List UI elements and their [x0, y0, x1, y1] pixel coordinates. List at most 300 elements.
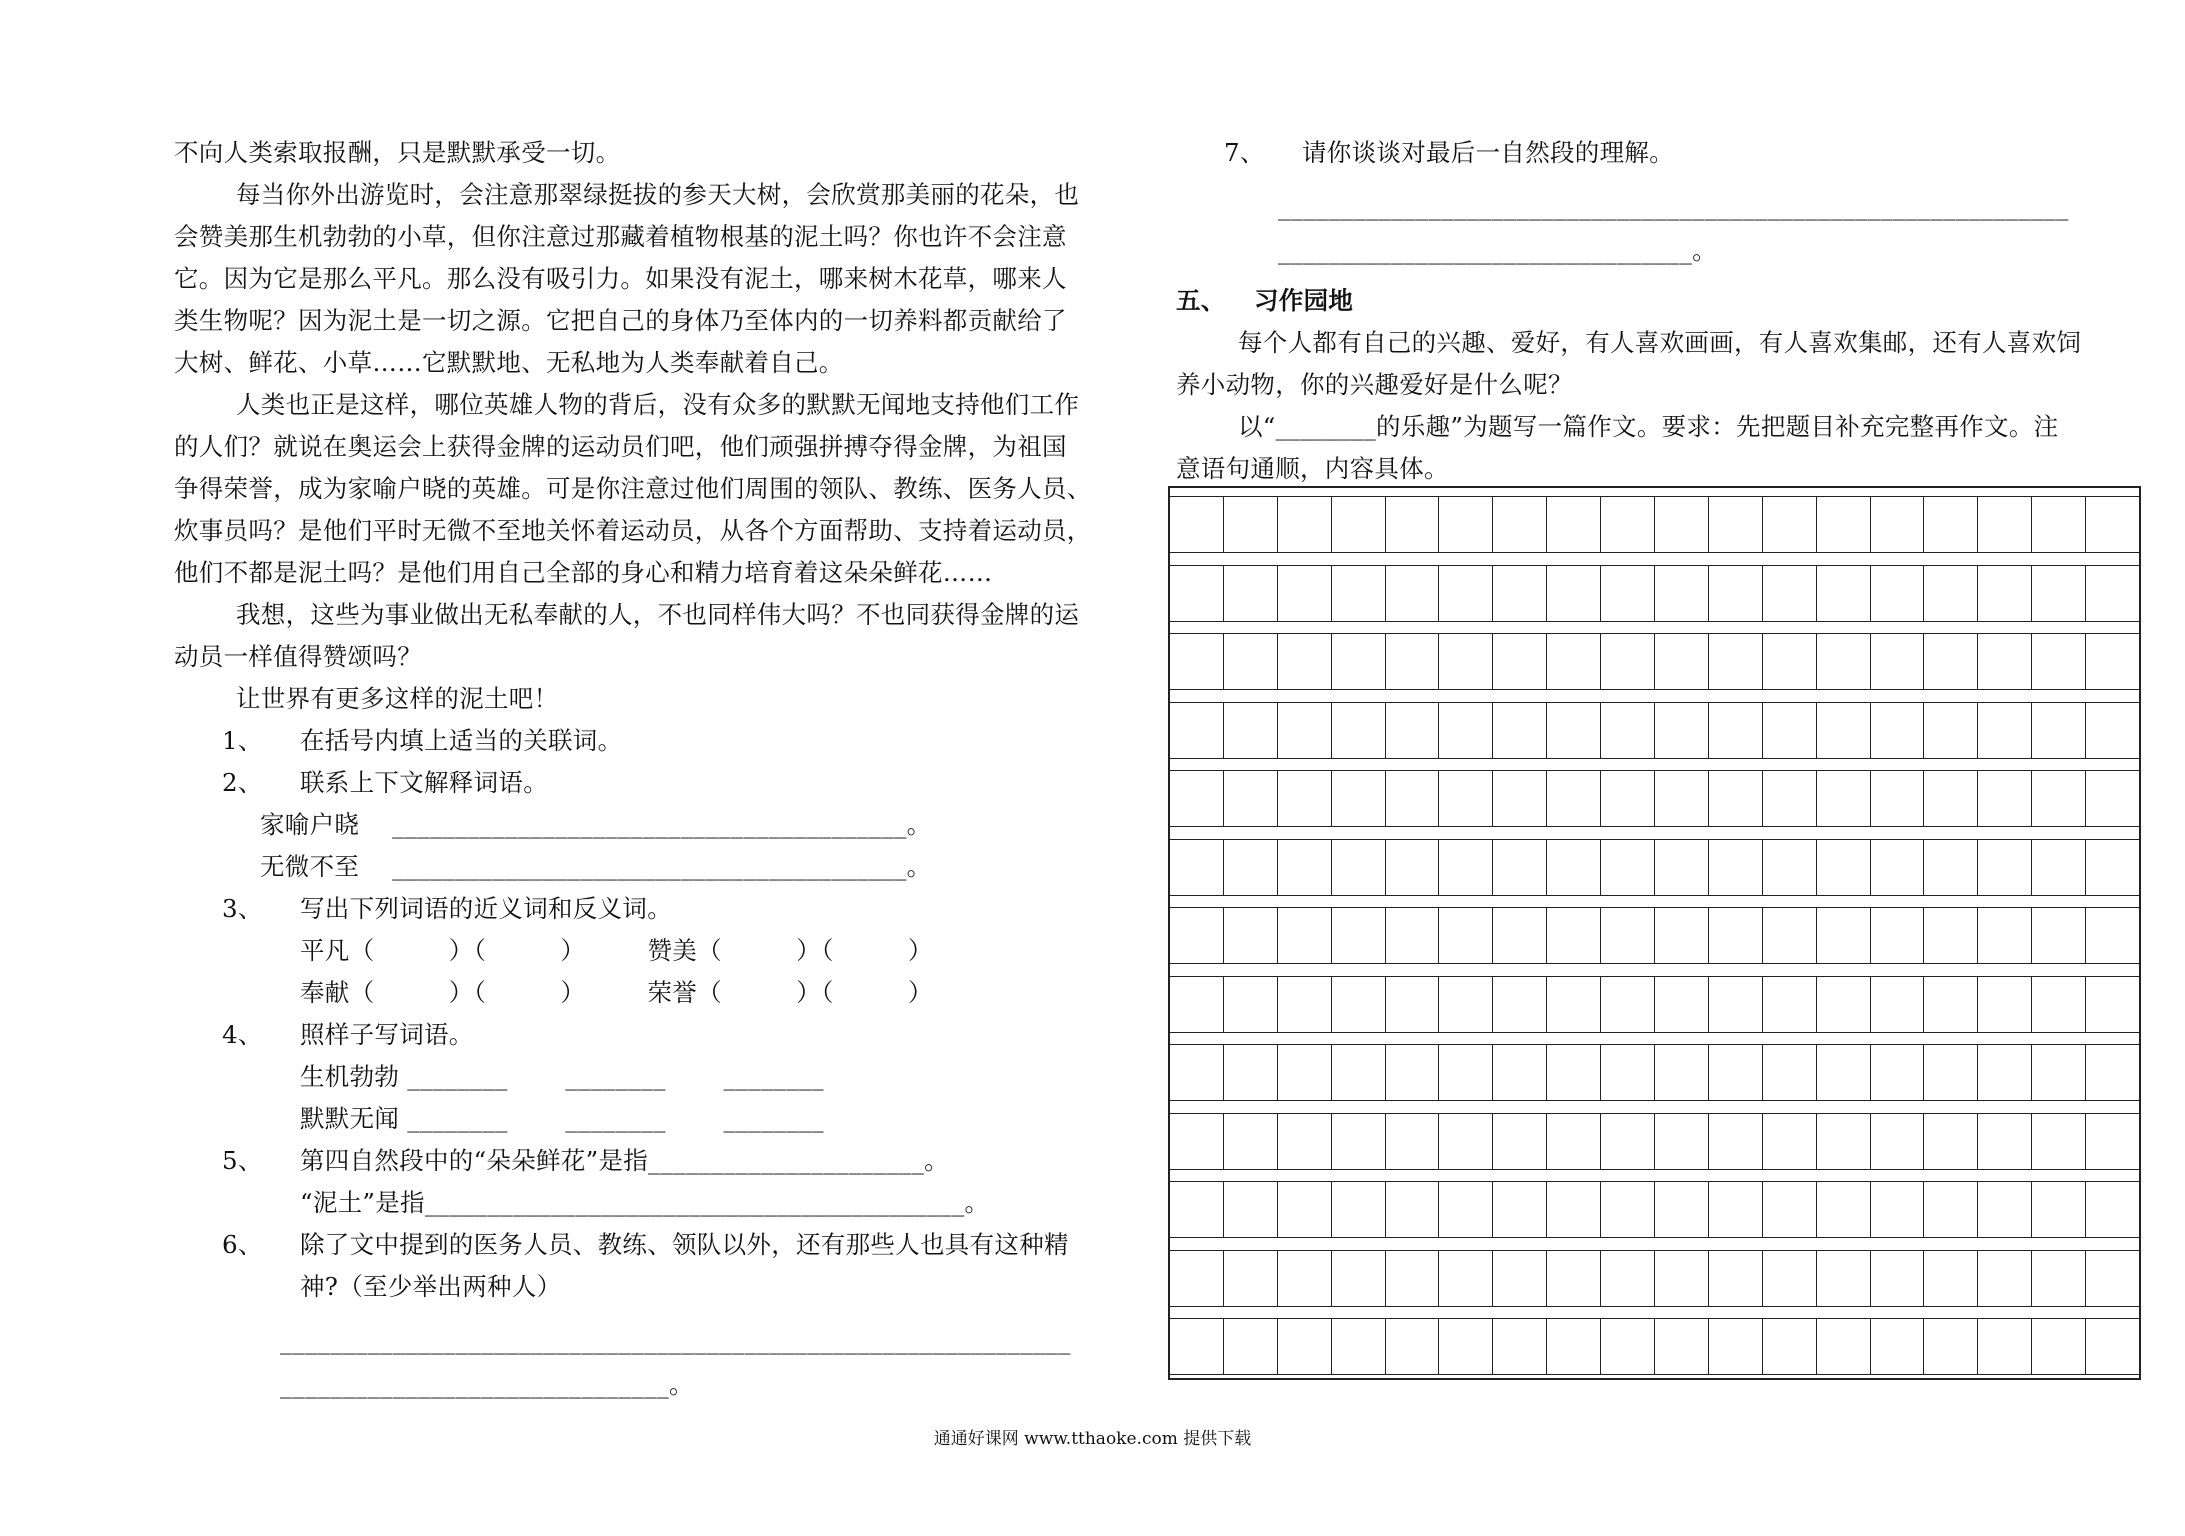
grid-cell[interactable]	[1655, 1045, 1709, 1100]
grid-cell[interactable]	[1871, 1251, 1925, 1306]
section-heading	[1176, 280, 1353, 322]
grid-cell[interactable]	[1332, 1182, 1386, 1237]
grid-row	[1170, 565, 2139, 622]
grid-cell[interactable]	[1817, 771, 1871, 826]
grid-cell[interactable]	[1655, 771, 1709, 826]
grid-cell[interactable]	[1817, 1182, 1871, 1237]
grid-row	[1170, 770, 2139, 827]
grid-cell[interactable]	[1709, 977, 1763, 1032]
grid-cell[interactable]	[1332, 1114, 1386, 1169]
grid-cell[interactable]	[1709, 840, 1763, 895]
grid-cell[interactable]	[2032, 908, 2086, 963]
grid-cell[interactable]	[1924, 1114, 1978, 1169]
grid-cell[interactable]	[1601, 771, 1655, 826]
grid-cell[interactable]	[1170, 634, 1224, 689]
question-text-continued: 神?（至少举出两种人）	[300, 1272, 562, 1301]
grid-cell[interactable]	[1493, 497, 1547, 552]
grid-cell[interactable]	[1170, 1319, 1224, 1374]
grid-cell[interactable]	[1439, 1319, 1493, 1374]
question-text: 联系上下文解释词语。	[300, 768, 548, 797]
grid-cell[interactable]	[2086, 566, 2139, 621]
question-6	[222, 1224, 1069, 1266]
grid-cell[interactable]	[1278, 840, 1332, 895]
grid-cell[interactable]	[1978, 703, 2032, 758]
grid-cell[interactable]	[1978, 1251, 2032, 1306]
grid-cell[interactable]	[1709, 771, 1763, 826]
answer-blank-line[interactable]: 生机勃勃 ________ ________ ________	[300, 1062, 824, 1091]
grid-cell[interactable]	[1655, 1251, 1709, 1306]
question-text: 在括号内填上适当的关联词。	[300, 726, 623, 755]
grid-cell[interactable]	[1439, 703, 1493, 758]
grid-cell[interactable]	[1924, 634, 1978, 689]
grid-cell[interactable]	[1924, 908, 1978, 963]
footer-credit: 通通好课网 www.tthaoke.com 提供下载	[933, 1429, 1252, 1449]
grid-cell[interactable]	[1871, 1045, 1925, 1100]
grid-cell[interactable]	[1978, 566, 2032, 621]
grid-cell[interactable]	[1547, 840, 1601, 895]
grid-cell[interactable]	[2032, 1319, 2086, 1374]
grid-cell[interactable]	[2086, 977, 2139, 1032]
grid-cell[interactable]	[1170, 908, 1224, 963]
grid-row	[1170, 1181, 2139, 1238]
passage-line: 会赞美那生机勃勃的小草，但你注意过那藏着植物根基的泥土吗？你也许不会注意	[174, 222, 1067, 251]
grid-cell[interactable]	[1655, 840, 1709, 895]
grid-cell[interactable]	[1601, 1182, 1655, 1237]
grid-row	[1170, 1044, 2139, 1101]
grid-cell[interactable]	[1655, 497, 1709, 552]
grid-cell[interactable]	[1386, 566, 1440, 621]
question-text: 除了文中提到的医务人员、教练、领队以外，还有那些人也具有这种精	[300, 1230, 1069, 1259]
grid-cell[interactable]	[1924, 497, 1978, 552]
grid-cell[interactable]	[1709, 1114, 1763, 1169]
grid-cell[interactable]	[1871, 908, 1925, 963]
grid-cell[interactable]	[1547, 497, 1601, 552]
grid-cell[interactable]	[1278, 497, 1332, 552]
grid-cell[interactable]	[2086, 1319, 2139, 1374]
answer-blank-line[interactable]: _________________________________。	[1278, 236, 1717, 265]
grid-cell[interactable]	[1332, 977, 1386, 1032]
grid-cell[interactable]	[1170, 703, 1224, 758]
grid-cell[interactable]	[1170, 1045, 1224, 1100]
grid-cell[interactable]	[1493, 771, 1547, 826]
grid-cell[interactable]	[2086, 497, 2139, 552]
passage-line: 让世界有更多这样的泥土吧！	[236, 684, 559, 713]
grid-cell[interactable]	[1278, 1114, 1332, 1169]
grid-row	[1170, 702, 2139, 759]
grid-cell[interactable]	[2032, 1045, 2086, 1100]
grid-cell[interactable]	[1170, 1114, 1224, 1169]
grid-cell[interactable]	[1601, 1045, 1655, 1100]
answer-blank-line[interactable]: 奉献（ ）（ ） 荣誉（ ）（ ）	[300, 978, 933, 1007]
grid-cell[interactable]	[1493, 840, 1547, 895]
grid-cell[interactable]	[1601, 1251, 1655, 1306]
question-number: 3、	[222, 894, 263, 923]
grid-cell[interactable]	[1170, 1182, 1224, 1237]
answer-blank-line[interactable]: 家喻户晓 _________________________________________。	[260, 810, 932, 839]
grid-cell[interactable]	[1332, 771, 1386, 826]
grid-cell[interactable]	[1763, 771, 1817, 826]
question-text: 照样子写词语。	[300, 1020, 474, 1049]
grid-cell[interactable]	[1601, 566, 1655, 621]
grid-cell[interactable]	[1278, 634, 1332, 689]
grid-cell[interactable]	[1332, 634, 1386, 689]
grid-cell[interactable]	[1709, 1182, 1763, 1237]
grid-cell[interactable]	[1547, 566, 1601, 621]
grid-cell[interactable]	[1871, 1114, 1925, 1169]
grid-row	[1170, 496, 2139, 553]
grid-cell[interactable]	[1709, 908, 1763, 963]
grid-cell[interactable]	[1493, 977, 1547, 1032]
grid-cell[interactable]	[1224, 1182, 1278, 1237]
grid-cell[interactable]	[1332, 703, 1386, 758]
grid-cell[interactable]	[1871, 497, 1925, 552]
grid-row	[1170, 633, 2139, 690]
grid-cell[interactable]	[1601, 908, 1655, 963]
grid-cell[interactable]	[1817, 566, 1871, 621]
grid-cell[interactable]	[1170, 1251, 1224, 1306]
grid-cell[interactable]	[1763, 1251, 1817, 1306]
grid-cell[interactable]	[1978, 840, 2032, 895]
grid-cell[interactable]	[1978, 1182, 2032, 1237]
grid-cell[interactable]	[2086, 1045, 2139, 1100]
grid-cell[interactable]	[1278, 1319, 1332, 1374]
grid-cell[interactable]	[1978, 1114, 2032, 1169]
grid-cell[interactable]	[1924, 1182, 1978, 1237]
grid-cell[interactable]	[1332, 840, 1386, 895]
grid-cell[interactable]	[2086, 634, 2139, 689]
grid-cell[interactable]	[1386, 634, 1440, 689]
grid-cell[interactable]	[1278, 1182, 1332, 1237]
grid-cell[interactable]	[1386, 1251, 1440, 1306]
grid-cell[interactable]	[2032, 566, 2086, 621]
grid-cell[interactable]	[1655, 1319, 1709, 1374]
grid-cell[interactable]	[1871, 703, 1925, 758]
grid-cell[interactable]	[1278, 977, 1332, 1032]
grid-cell[interactable]	[1386, 908, 1440, 963]
grid-cell[interactable]	[1601, 1319, 1655, 1374]
grid-cell[interactable]	[1924, 771, 1978, 826]
grid-cell[interactable]	[1655, 1182, 1709, 1237]
grid-cell[interactable]	[1170, 977, 1224, 1032]
grid-cell[interactable]	[1224, 634, 1278, 689]
grid-cell[interactable]	[1655, 908, 1709, 963]
grid-cell[interactable]	[1493, 634, 1547, 689]
grid-cell[interactable]	[1924, 1319, 1978, 1374]
grid-cell[interactable]	[1547, 977, 1601, 1032]
grid-cell[interactable]	[1224, 703, 1278, 758]
grid-cell[interactable]	[1439, 566, 1493, 621]
grid-cell[interactable]	[1547, 1319, 1601, 1374]
grid-cell[interactable]	[1547, 1182, 1601, 1237]
grid-cell[interactable]	[1386, 1045, 1440, 1100]
grid-cell[interactable]	[2086, 1251, 2139, 1306]
grid-cell[interactable]	[1547, 703, 1601, 758]
grid-cell[interactable]	[1924, 977, 1978, 1032]
grid-row	[1170, 1113, 2139, 1170]
grid-cell[interactable]	[2086, 1182, 2139, 1237]
grid-cell[interactable]	[1170, 840, 1224, 895]
grid-cell[interactable]	[1978, 771, 2032, 826]
grid-cell[interactable]	[1170, 771, 1224, 826]
grid-cell[interactable]	[1817, 634, 1871, 689]
grid-cell[interactable]	[1763, 908, 1817, 963]
grid-cell[interactable]	[2086, 771, 2139, 826]
grid-cell[interactable]	[1817, 497, 1871, 552]
grid-cell[interactable]	[1332, 497, 1386, 552]
question-4	[222, 1014, 474, 1056]
grid-cell[interactable]	[2032, 497, 2086, 552]
grid-cell[interactable]	[1871, 840, 1925, 895]
grid-cell[interactable]	[1709, 1319, 1763, 1374]
question-text[interactable]: 第四自然段中的“朵朵鲜花”是指______________________。	[300, 1146, 949, 1175]
grid-cell[interactable]	[1655, 977, 1709, 1032]
grid-cell[interactable]	[1763, 1182, 1817, 1237]
prompt-line: 每个人都有自己的兴趣、爱好，有人喜欢画画，有人喜欢集邮，还有人喜欢饲	[1238, 328, 2082, 357]
grid-cell[interactable]	[1871, 1319, 1925, 1374]
grid-cell[interactable]	[1871, 771, 1925, 826]
grid-cell[interactable]	[1763, 497, 1817, 552]
grid-cell[interactable]	[1439, 1114, 1493, 1169]
passage-line: 类生物呢？因为泥土是一切之源。它把自己的身体乃至体内的一切养料都贡献给了	[174, 306, 1067, 335]
grid-cell[interactable]	[1439, 634, 1493, 689]
prompt-line: 意语句通顺，内容具体。	[1176, 454, 1449, 483]
grid-cell[interactable]	[1386, 1114, 1440, 1169]
grid-cell[interactable]	[1224, 1114, 1278, 1169]
grid-cell[interactable]	[1655, 566, 1709, 621]
grid-cell[interactable]	[1763, 703, 1817, 758]
passage-line: 争得荣誉，成为家喻户晓的英雄。可是你注意过他们周围的领队、教练、医务人员、	[174, 474, 1092, 503]
grid-cell[interactable]	[1332, 1319, 1386, 1374]
grid-cell[interactable]	[1224, 771, 1278, 826]
grid-cell[interactable]	[1439, 1045, 1493, 1100]
grid-cell[interactable]	[2032, 703, 2086, 758]
grid-cell[interactable]	[1493, 703, 1547, 758]
grid-cell[interactable]	[1817, 1114, 1871, 1169]
grid-row	[1170, 976, 2139, 1033]
grid-cell[interactable]	[1386, 1182, 1440, 1237]
grid-cell[interactable]	[1601, 703, 1655, 758]
question-2	[222, 762, 548, 804]
question-text: 请你谈谈对最后一自然段的理解。	[1302, 138, 1674, 167]
grid-cell[interactable]	[1601, 497, 1655, 552]
grid-cell[interactable]	[1547, 771, 1601, 826]
grid-cell[interactable]	[2032, 840, 2086, 895]
answer-blank-line[interactable]: _______________________________________________________________	[1278, 192, 2069, 221]
grid-cell[interactable]	[1871, 634, 1925, 689]
prompt-line[interactable]: 以“________的乐趣”为题写一篇作文。要求：先把题目补充完整再作文。注	[1238, 412, 2059, 441]
grid-cell[interactable]	[1493, 1182, 1547, 1237]
grid-cell[interactable]	[1332, 908, 1386, 963]
grid-cell[interactable]	[1170, 566, 1224, 621]
grid-cell[interactable]	[1655, 1114, 1709, 1169]
grid-cell[interactable]	[2032, 1251, 2086, 1306]
grid-cell[interactable]	[1978, 908, 2032, 963]
grid-row	[1170, 907, 2139, 964]
grid-cell[interactable]	[1493, 1114, 1547, 1169]
grid-row	[1170, 839, 2139, 896]
question-3	[222, 888, 672, 930]
grid-cell[interactable]	[1763, 566, 1817, 621]
grid-cell[interactable]	[1332, 1251, 1386, 1306]
grid-cell[interactable]	[1924, 1251, 1978, 1306]
question-number: 7、	[1224, 138, 1265, 167]
grid-cell[interactable]	[1763, 1114, 1817, 1169]
composition-grid[interactable]	[1168, 486, 2141, 1380]
answer-blank-line[interactable]: _______________________________。	[280, 1370, 694, 1399]
grid-cell[interactable]	[1278, 1045, 1332, 1100]
grid-cell[interactable]	[1170, 497, 1224, 552]
grid-cell[interactable]	[2032, 771, 2086, 826]
answer-blank-line[interactable]: “泥土”是指___________________________________________。	[300, 1188, 990, 1217]
grid-cell[interactable]	[1439, 908, 1493, 963]
grid-cell[interactable]	[1386, 497, 1440, 552]
grid-cell[interactable]	[1493, 1045, 1547, 1100]
grid-row	[1170, 1250, 2139, 1307]
grid-cell[interactable]	[1278, 771, 1332, 826]
grid-cell[interactable]	[2086, 840, 2139, 895]
grid-row	[1170, 1318, 2139, 1375]
question-number: 1、	[222, 726, 263, 755]
grid-cell[interactable]	[1224, 1045, 1278, 1100]
grid-cell[interactable]	[1817, 1251, 1871, 1306]
grid-cell[interactable]	[1978, 1045, 2032, 1100]
grid-cell[interactable]	[2032, 977, 2086, 1032]
grid-cell[interactable]	[1278, 703, 1332, 758]
grid-cell[interactable]	[1332, 566, 1386, 621]
grid-cell[interactable]	[1439, 1182, 1493, 1237]
grid-cell[interactable]	[1763, 1319, 1817, 1374]
grid-cell[interactable]	[1978, 1319, 2032, 1374]
question-7	[1224, 132, 1674, 174]
grid-cell[interactable]	[1601, 1114, 1655, 1169]
grid-cell[interactable]	[1817, 908, 1871, 963]
passage-line: 炊事员吗？是他们平时无微不至地关怀着运动员，从各个方面帮助、支持着运动员，	[174, 516, 1092, 545]
grid-cell[interactable]	[1601, 840, 1655, 895]
grid-cell[interactable]	[1817, 1319, 1871, 1374]
grid-cell[interactable]	[2086, 703, 2139, 758]
grid-cell[interactable]	[1978, 977, 2032, 1032]
grid-cell[interactable]	[1924, 566, 1978, 621]
question-text: 写出下列词语的近义词和反义词。	[300, 894, 672, 923]
section-title: 习作园地	[1254, 286, 1354, 315]
grid-cell[interactable]	[1978, 497, 2032, 552]
grid-cell[interactable]	[1655, 703, 1709, 758]
grid-cell[interactable]	[1547, 634, 1601, 689]
question-number: 5、	[222, 1146, 263, 1175]
grid-cell[interactable]	[1763, 840, 1817, 895]
question-5	[222, 1140, 949, 1182]
grid-cell[interactable]	[1278, 1251, 1332, 1306]
grid-cell[interactable]	[1386, 1319, 1440, 1374]
grid-cell[interactable]	[1763, 977, 1817, 1032]
answer-blank-line[interactable]: 平凡（ ）（ ） 赞美（ ）（ ）	[300, 936, 933, 965]
grid-cell[interactable]	[1547, 1045, 1601, 1100]
grid-cell[interactable]	[1386, 977, 1440, 1032]
grid-cell[interactable]	[1493, 1251, 1547, 1306]
grid-cell[interactable]	[1709, 497, 1763, 552]
grid-cell[interactable]	[1493, 1319, 1547, 1374]
grid-cell[interactable]	[1709, 1045, 1763, 1100]
grid-cell[interactable]	[1547, 1114, 1601, 1169]
grid-cell[interactable]	[1439, 771, 1493, 826]
grid-cell[interactable]	[2032, 1114, 2086, 1169]
grid-cell[interactable]	[1224, 1319, 1278, 1374]
grid-cell[interactable]	[1709, 634, 1763, 689]
grid-cell[interactable]	[1924, 703, 1978, 758]
grid-cell[interactable]	[1439, 1251, 1493, 1306]
grid-cell[interactable]	[1278, 566, 1332, 621]
grid-cell[interactable]	[1547, 1251, 1601, 1306]
grid-cell[interactable]	[1978, 634, 2032, 689]
grid-cell[interactable]	[1493, 908, 1547, 963]
passage-line: 人类也正是这样，哪位英雄人物的背后，没有众多的默默无闻地支持他们工作	[236, 390, 1080, 419]
passage-line: 动员一样值得赞颂吗？	[174, 642, 422, 671]
grid-cell[interactable]	[1224, 840, 1278, 895]
grid-cell[interactable]	[1386, 771, 1440, 826]
question-number: 6、	[222, 1230, 263, 1259]
grid-cell[interactable]	[1332, 1045, 1386, 1100]
grid-cell[interactable]	[1439, 497, 1493, 552]
passage-line: 每当你外出游览时，会注意那翠绿挺拔的参天大树，会欣赏那美丽的花朵，也	[236, 180, 1080, 209]
passage-line: 的人们？就说在奥运会上获得金牌的运动员们吧，他们顽强拼搏夺得金牌，为祖国	[174, 432, 1067, 461]
grid-cell[interactable]	[1224, 908, 1278, 963]
grid-cell[interactable]	[1386, 840, 1440, 895]
answer-blank-line[interactable]: 默默无闻 ________ ________ ________	[300, 1104, 824, 1133]
grid-cell[interactable]	[1817, 840, 1871, 895]
grid-cell[interactable]	[1871, 1182, 1925, 1237]
grid-cell[interactable]	[1224, 977, 1278, 1032]
grid-cell[interactable]	[2086, 908, 2139, 963]
grid-cell[interactable]	[1817, 703, 1871, 758]
grid-cell[interactable]	[1871, 977, 1925, 1032]
grid-cell[interactable]	[1763, 634, 1817, 689]
grid-cell[interactable]	[1224, 1251, 1278, 1306]
grid-cell[interactable]	[2086, 1114, 2139, 1169]
answer-blank-line[interactable]: _______________________________________________________________	[280, 1326, 1071, 1355]
grid-cell[interactable]	[1871, 566, 1925, 621]
section-number: 五、	[1176, 286, 1226, 315]
grid-cell[interactable]	[1763, 1045, 1817, 1100]
grid-cell[interactable]	[1817, 1045, 1871, 1100]
grid-cell[interactable]	[1278, 908, 1332, 963]
prompt-line: 养小动物，你的兴趣爱好是什么呢？	[1176, 370, 1573, 399]
grid-cell[interactable]	[1709, 1251, 1763, 1306]
grid-cell[interactable]	[1386, 703, 1440, 758]
grid-cell[interactable]	[2032, 1182, 2086, 1237]
grid-cell[interactable]	[1601, 977, 1655, 1032]
grid-cell[interactable]	[1709, 703, 1763, 758]
passage-line: 它。因为它是那么平凡。那么没有吸引力。如果没有泥土，哪来树木花草，哪来人	[174, 264, 1067, 293]
grid-cell[interactable]	[1655, 634, 1709, 689]
grid-cell[interactable]	[1547, 908, 1601, 963]
grid-cell[interactable]	[1439, 977, 1493, 1032]
grid-cell[interactable]	[1817, 977, 1871, 1032]
grid-cell[interactable]	[2032, 634, 2086, 689]
grid-cell[interactable]	[1224, 497, 1278, 552]
grid-cell[interactable]	[1924, 1045, 1978, 1100]
grid-cell[interactable]	[1601, 634, 1655, 689]
grid-cell[interactable]	[1924, 840, 1978, 895]
grid-cell[interactable]	[1493, 566, 1547, 621]
grid-cell[interactable]	[1224, 566, 1278, 621]
passage-line: 不向人类索取报酬，只是默默承受一切。	[174, 138, 621, 167]
grid-cell[interactable]	[1709, 566, 1763, 621]
answer-blank-line[interactable]: 无微不至 _________________________________________。	[260, 852, 932, 881]
passage-line: 我想，这些为事业做出无私奉献的人，不也同样伟大吗？不也同获得金牌的运	[236, 600, 1080, 629]
passage-line: 他们不都是泥土吗？是他们用自己全部的身心和精力培育着这朵朵鲜花……	[174, 558, 993, 587]
grid-cell[interactable]	[1439, 840, 1493, 895]
question-number: 4、	[222, 1020, 263, 1049]
